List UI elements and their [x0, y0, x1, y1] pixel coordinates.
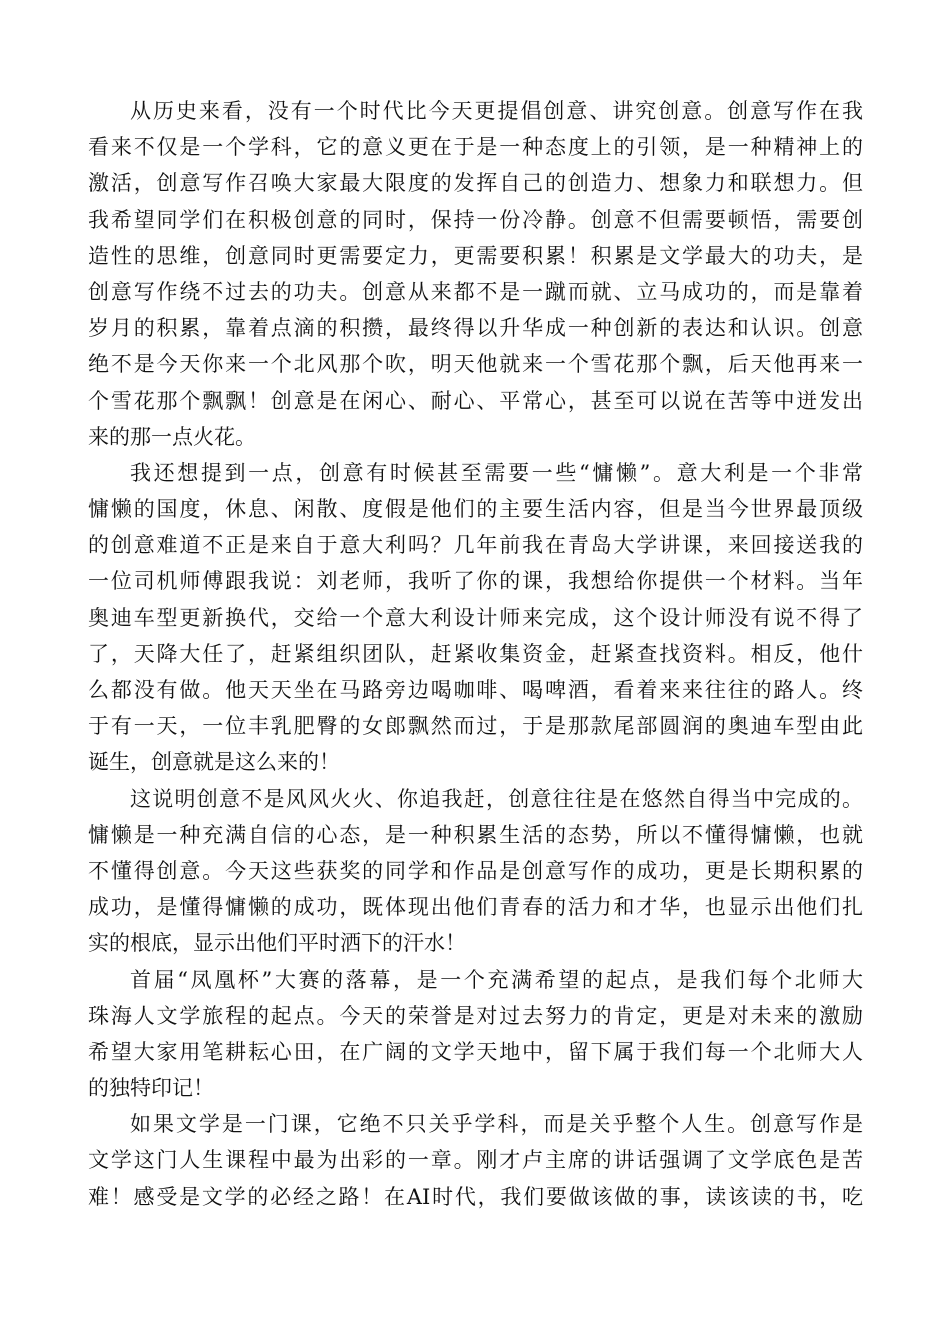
text-line: 从历史来看，没有一个时代比今天更提倡创意、讲究创意。创意写作在我	[130, 99, 863, 123]
text-line: 珠海人文学旅程的起点。今天的荣誉是对过去努力的肯定，更是对未来的激励	[88, 1003, 863, 1028]
text-line: 难！感受是文学的必经之路！在AI时代，我们要做该做的事，读该读的书，吃	[88, 1184, 863, 1209]
paragraph	[88, 1106, 863, 1215]
text-line: 希望大家用笔耕耘心田，在广阔的文学天地中，留下属于我们每一个北师大人	[88, 1039, 863, 1064]
text-line: 激活，创意写作召唤大家最大限度的发挥自己的创造力、想象力和联想力。但	[88, 171, 863, 196]
text-line: 一位司机师傅跟我说：刘老师，我听了你的课，我想给你提供一个材料。当年	[88, 569, 863, 594]
text-line: 不懂得创意。今天这些获奖的同学和作品是创意写作的成功，更是长期积累的	[88, 858, 863, 883]
text-line: 文学这门人生课程中最为出彩的一章。刚才卢主席的讲话强调了文学底色是苦	[88, 1148, 863, 1173]
text-line: 个雪花那个飘飘！创意是在闲心、耐心、平常心，甚至可以说在苦等中迸发出	[88, 388, 863, 413]
paragraph	[88, 781, 863, 962]
text-line: 么都没有做。他天天坐在马路旁边喝咖啡、喝啤酒，看着来来往往的路人。终	[88, 678, 863, 702]
text-line: 的独特印记！	[88, 1076, 214, 1101]
text-line: 我还想提到一点，创意有时候甚至需要一些“慵懒”。意大利是一个非常	[130, 460, 863, 485]
text-line: 来的那一点火花。	[88, 424, 256, 449]
text-line: 成功，是懂得慵懒的成功，既体现出他们青春的活力和才华，也显示出他们扎	[88, 895, 863, 920]
paragraph	[88, 962, 863, 1107]
text-line: 如果文学是一门课，它绝不只关乎学科，而是关乎整个人生。创意写作是	[130, 1112, 863, 1137]
text-line: 了，天降大任了，赶紧组织团队，赶紧收集资金，赶紧查找资料。相反，他什	[88, 641, 863, 666]
text-line: 慵懒的国度，休息、闲散、度假是他们的主要生活内容，但是当今世界最顶级	[88, 497, 863, 522]
text-line: 奥迪车型更新换代，交给一个意大利设计师来完成，这个设计师没有说不得了	[88, 605, 863, 630]
text-line: 岁月的积累，靠着点滴的积攒，最终得以升华成一种创新的表达和认识。创意	[88, 316, 863, 341]
text-line: 慵懒是一种充满自信的心态，是一种积累生活的态势，所以不懂得慵懒，也就	[88, 822, 863, 847]
paragraph	[88, 93, 863, 455]
text-line: 看来不仅是一个学科，它的意义更在于是一种态度上的引领，是一种精神上的	[88, 135, 863, 160]
text-line: 创意写作绕不过去的功夫。创意从来都不是一蹴而就、立马成功的，而是靠着	[88, 279, 863, 304]
text-line: 我希望同学们在积极创意的同时，保持一份冷静。创意不但需要顿悟，需要创	[88, 207, 863, 232]
text-line: 于有一天，一位丰乳肥臀的女郎飘然而过，于是那款尾部圆润的奥迪车型由此	[88, 714, 863, 739]
document-page	[88, 93, 863, 1215]
text-line: 造性的思维，创意同时更需要定力，更需要积累！积累是文学最大的功夫，是	[88, 243, 863, 268]
paragraph	[88, 455, 863, 781]
text-line: 首届“凤凰杯”大赛的落幕，是一个充满希望的起点，是我们每个北师大	[130, 967, 863, 992]
text-line: 这说明创意不是风风火火、你追我赶，创意往往是在悠然自得当中完成的。	[130, 786, 863, 811]
text-line: 诞生，创意就是这么来的！	[88, 750, 340, 775]
text-line: 实的根底，显示出他们平时洒下的汗水！	[88, 931, 466, 956]
text-line: 的创意难道不正是来自于意大利吗？几年前我在青岛大学讲课，来回接送我的	[88, 533, 863, 558]
text-line: 绝不是今天你来一个北风那个吹，明天他就来一个雪花那个飘，后天他再来一	[88, 352, 863, 377]
